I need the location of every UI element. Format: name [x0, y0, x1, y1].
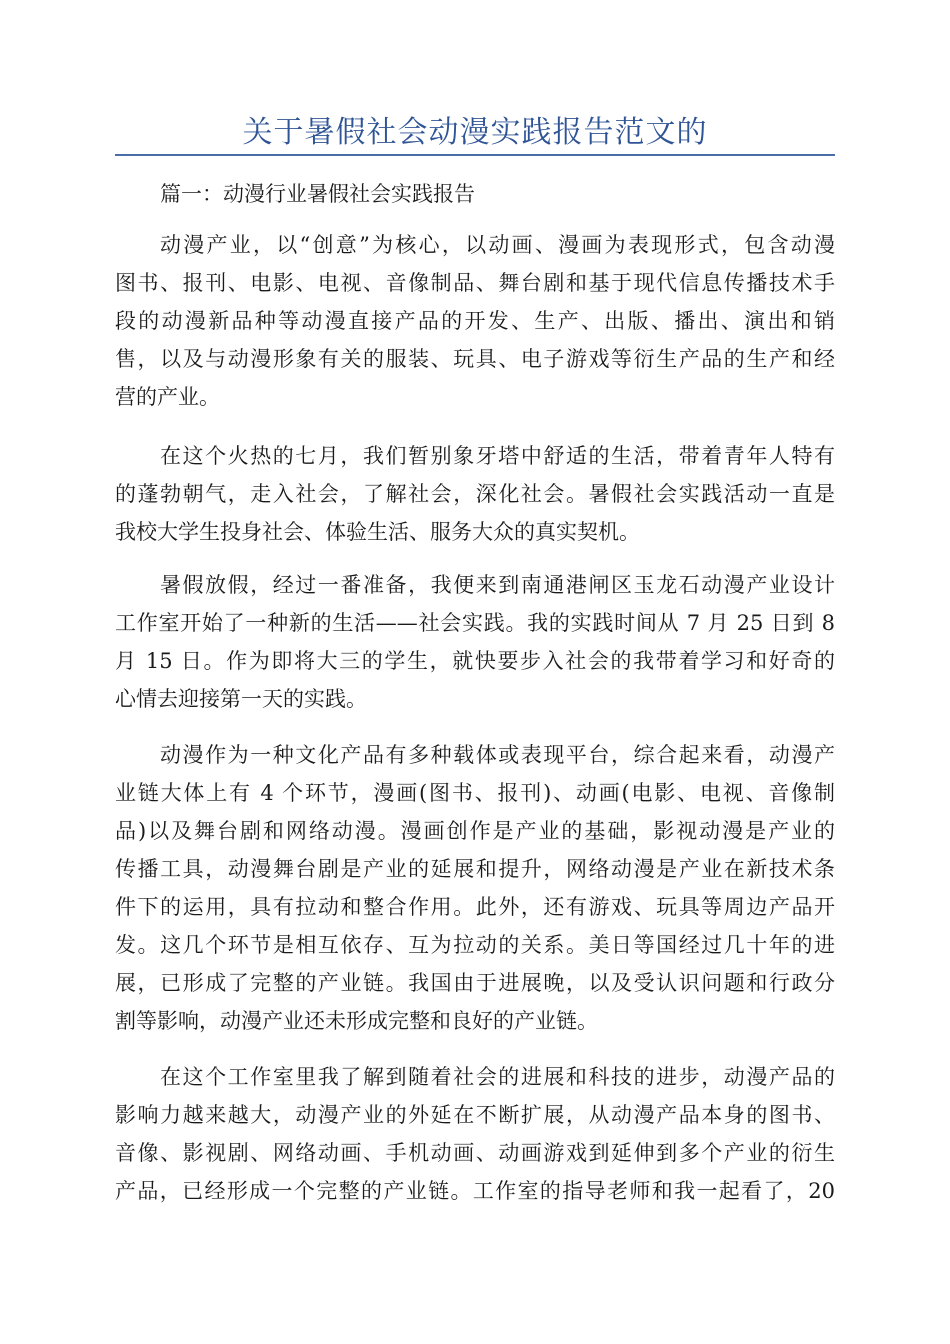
- paragraph-4: [115, 736, 835, 1040]
- paragraph-line: 割等影响，动漫产业还未形成完整和良好的产业链。: [115, 1009, 598, 1033]
- paragraph-line: 品)以及舞台剧和网络动漫。漫画创作是产业的基础，影视动漫是产业的: [115, 819, 835, 843]
- paragraph-1: [115, 226, 835, 416]
- paragraph-2: [115, 437, 835, 551]
- paragraph-line: 段的动漫新品种等动漫直接产品的开发、生产、出版、播出、演出和销: [115, 309, 835, 333]
- paragraph-line: 发。这几个环节是相互依存、互为拉动的关系。美日等国经过几十年的进: [115, 933, 835, 957]
- title-underline-rule: [115, 154, 835, 156]
- paragraph-line: 月 15 日。作为即将大三的学生，就快要步入社会的我带着学习和好奇的: [115, 649, 835, 673]
- document-title: 关于暑假社会动漫实践报告范文的: [242, 115, 708, 150]
- paragraph-line: 展，已形成了完整的产业链。我国由于进展晚，以及受认识问题和行政分: [115, 971, 835, 995]
- section-heading: 篇一：动漫行业暑假社会实践报告: [160, 182, 475, 206]
- paragraph-line: 图书、报刊、电影、电视、音像制品、舞台剧和基于现代信息传播技术手: [115, 271, 835, 295]
- paragraph-line: 的蓬勃朝气，走入社会，了解社会，深化社会。暑假社会实践活动一直是: [115, 482, 835, 506]
- paragraph-line: 产品，已经形成一个完整的产业链。工作室的指导老师和我一起看了，20: [115, 1179, 835, 1203]
- paragraph-line: 营的产业。: [115, 385, 220, 409]
- paragraph-line: 心情去迎接第一天的实践。: [115, 687, 367, 711]
- paragraph-line: 音像、影视剧、网络动画、手机动画、动画游戏到延伸到多个产业的衍生: [115, 1141, 835, 1165]
- paragraph-line: 影响力越来越大，动漫产业的外延在不断扩展，从动漫产品本身的图书、: [115, 1103, 835, 1127]
- paragraph-line: 动漫产业，以“创意”为核心，以动画、漫画为表现形式，包含动漫: [160, 233, 835, 257]
- paragraph-line: 我校大学生投身社会、体验生活、服务大众的真实契机。: [115, 520, 640, 544]
- paragraph-line: 在这个工作室里我了解到随着社会的进展和科技的进步，动漫产品的: [160, 1065, 835, 1089]
- paragraph-5: [115, 1058, 835, 1210]
- paragraph-line: 业链大体上有 4 个环节，漫画(图书、报刊)、动画(电影、电视、音像制: [115, 781, 835, 805]
- paragraph-line: 售，以及与动漫形象有关的服装、玩具、电子游戏等衍生产品的生产和经: [115, 347, 835, 371]
- paragraph-line: 件下的运用，具有拉动和整合作用。此外，还有游戏、玩具等周边产品开: [115, 895, 835, 919]
- paragraph-line: 传播工具，动漫舞台剧是产业的延展和提升，网络动漫是产业在新技术条: [115, 857, 835, 881]
- paragraph-3: [115, 566, 835, 718]
- paragraph-line: 在这个火热的七月，我们暂别象牙塔中舒适的生活，带着青年人特有: [160, 444, 835, 468]
- paragraph-line: 工作室开始了一种新的生活——社会实践。我的实践时间从 7 月 25 日到 8: [115, 611, 835, 635]
- paragraph-line: 暑假放假，经过一番准备，我便来到南通港闸区玉龙石动漫产业设计: [160, 573, 835, 597]
- paragraph-line: 动漫作为一种文化产品有多种载体或表现平台，综合起来看，动漫产: [160, 743, 835, 767]
